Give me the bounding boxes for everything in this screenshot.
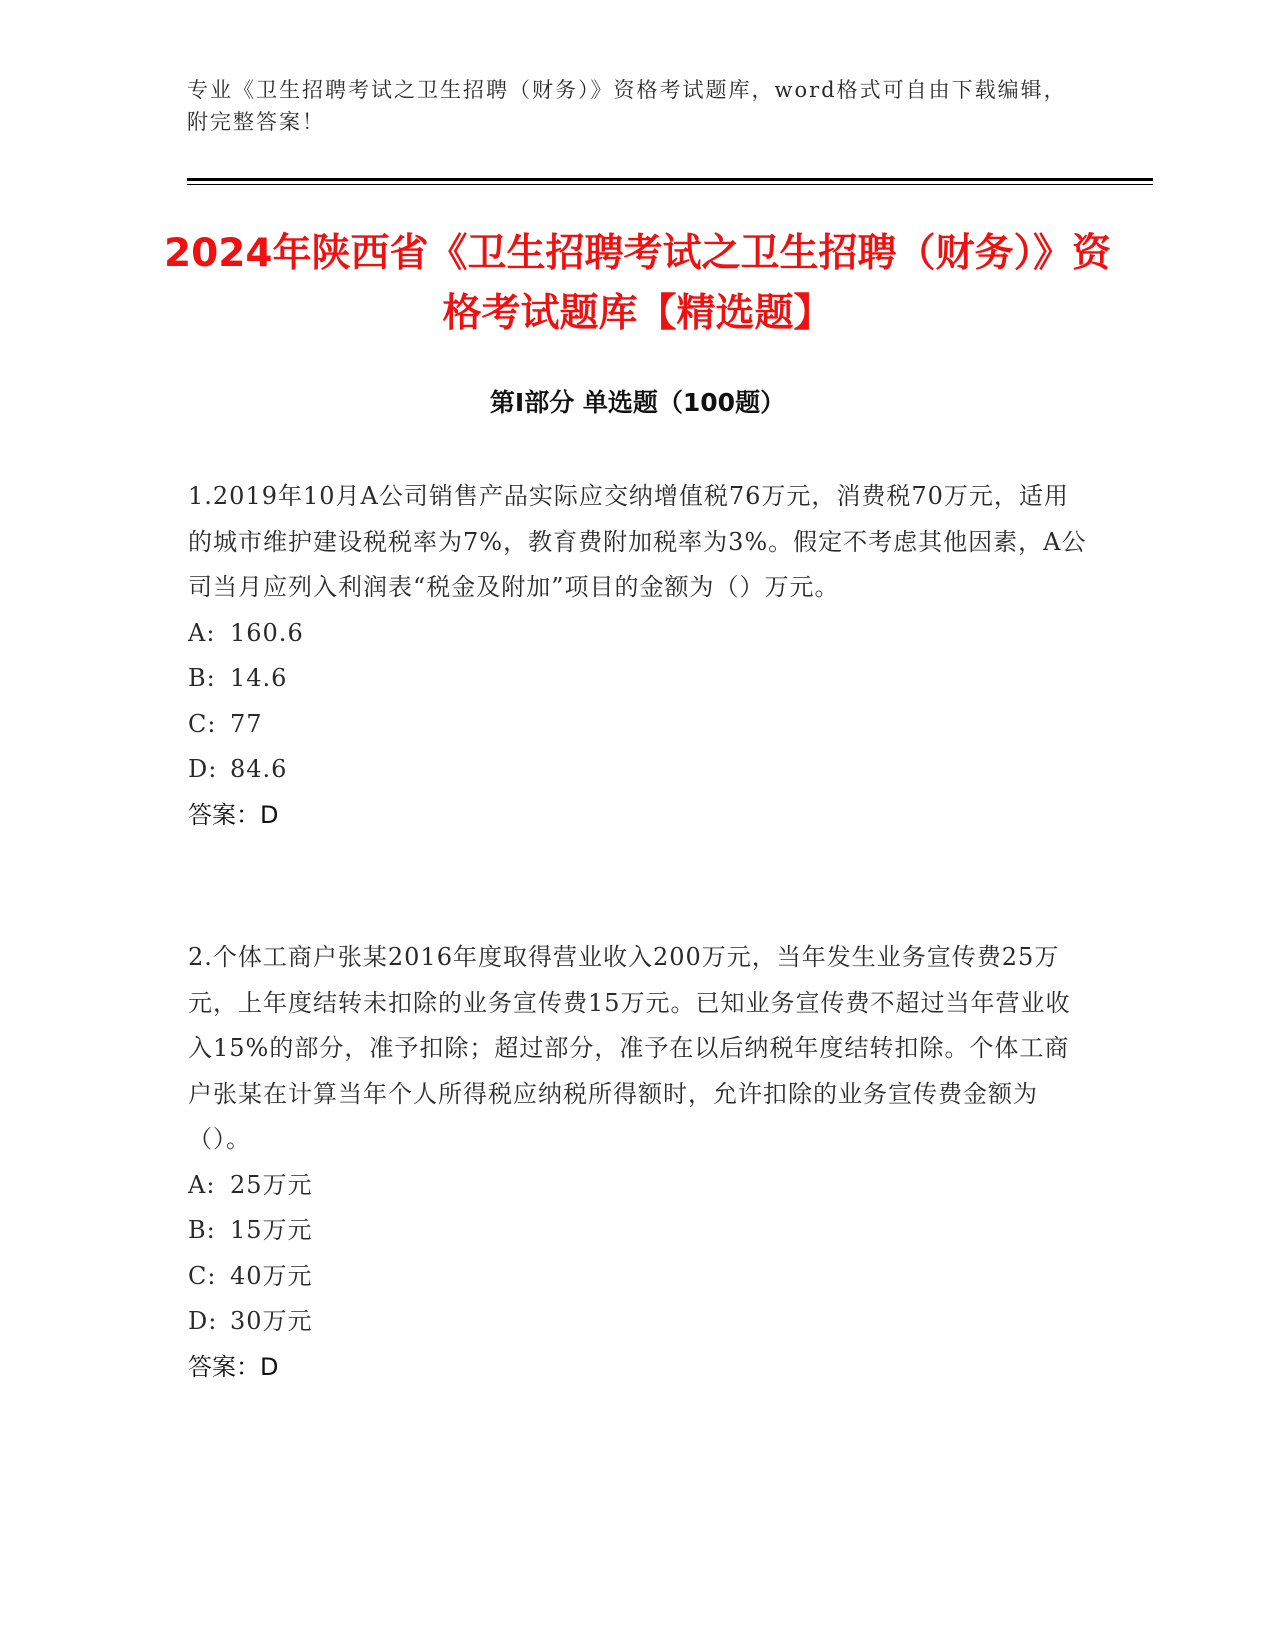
option-c xyxy=(188,1254,1088,1300)
option-d xyxy=(188,1299,1088,1345)
option-a xyxy=(188,611,1088,657)
option-key: A: xyxy=(188,1170,216,1199)
answer-line: 答案：D xyxy=(188,1352,279,1381)
option-d xyxy=(188,747,1088,793)
option-value: 14.6 xyxy=(230,664,288,692)
option-key: B: xyxy=(188,1216,216,1244)
document-title: 2024年陕西省《卫生招聘考试之卫生招聘（财务）》资格考试题库【精选题】 xyxy=(163,231,1112,336)
option-value: 25万元 xyxy=(230,1170,313,1199)
header-divider-thin xyxy=(187,184,1153,185)
question-text: 2.个体工商户张某2016年度取得营业收入200万元，当年发生业务宣传费25万元，上年度结转未扣除的业务宣传费15万元。已知业务宣传费不超过当年营业收入15%的部分，准予扣除；超过部分，准予在以后纳税年度结转扣除。个体工商户张某在计算当年个人所得税应纳税所得额时，允许扣除的业务宣传费金额为（）。 xyxy=(188,943,1071,1153)
option-c xyxy=(188,702,1088,748)
question-1 xyxy=(188,474,1088,838)
answer-line: 答案：D xyxy=(188,800,279,829)
header-divider-thick xyxy=(187,178,1153,181)
option-value: 160.6 xyxy=(230,618,304,647)
option-key: C: xyxy=(188,1261,217,1290)
option-b xyxy=(188,656,1088,702)
option-value: 30万元 xyxy=(230,1307,313,1335)
question-text: 1.2019年10月A公司销售产品实际应交纳增值税76万元，消费税70万元，适用的城市维护建设税税率为7%，教育费附加税率为3%。假定不考虑其他因素，A公司当月应列入利润表“税金及附加”项目的金额为（）万元。 xyxy=(188,482,1087,601)
option-key: D: xyxy=(188,1307,218,1335)
question-2 xyxy=(188,935,1088,1390)
option-key: A: xyxy=(188,618,216,647)
option-value: 77 xyxy=(230,709,263,738)
option-value: 84.6 xyxy=(230,755,288,783)
section-title: 第I部分 单选题（100题） xyxy=(489,388,786,417)
option-key: D: xyxy=(188,755,218,783)
option-b xyxy=(188,1208,1088,1254)
option-a xyxy=(188,1163,1088,1209)
option-key: B: xyxy=(188,664,216,692)
option-value: 40万元 xyxy=(230,1261,313,1290)
header-note: 专业《卫生招聘考试之卫生招聘（财务）》资格考试题库，word格式可自由下载编辑，附完整答案！ xyxy=(187,78,1067,134)
option-value: 15万元 xyxy=(230,1216,313,1244)
option-key: C: xyxy=(188,709,217,738)
